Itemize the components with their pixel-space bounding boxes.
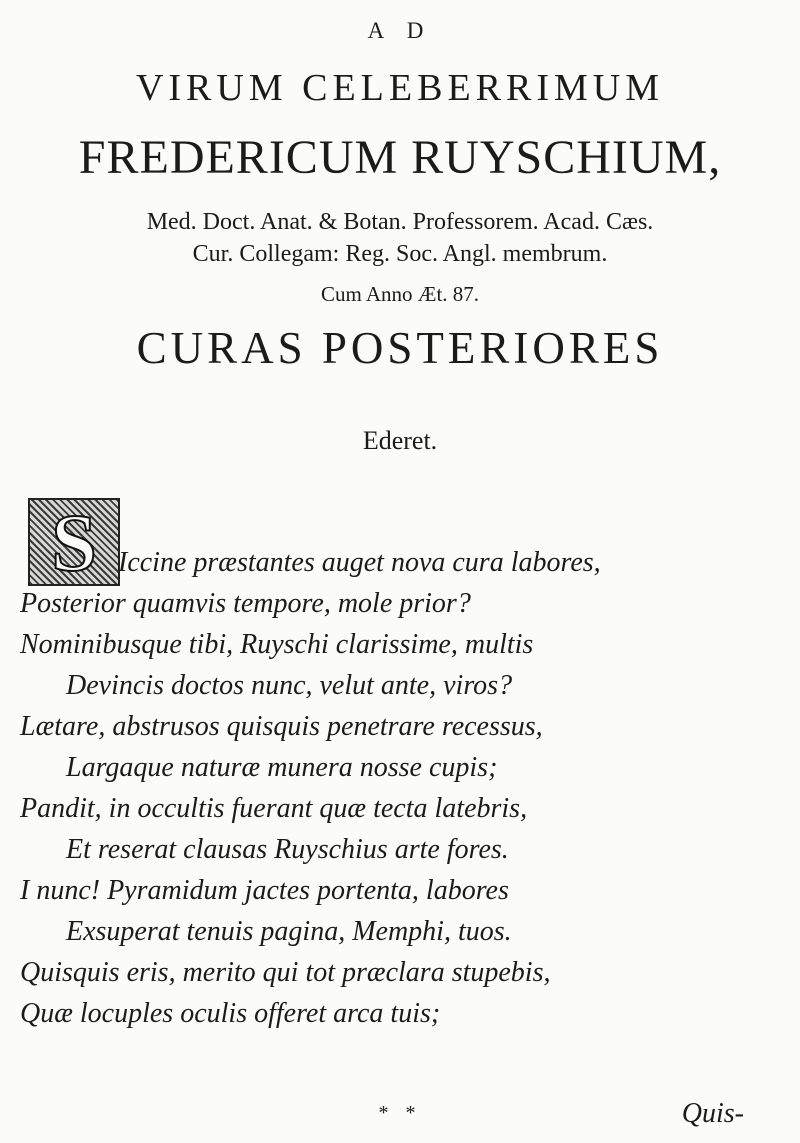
- heading-curas: CURAS POSTERIORES: [136, 323, 664, 373]
- heading-virum: VIRUM CELEBERRIMUM: [135, 67, 665, 109]
- poem-line: I nunc! Pyramidum jactes portenta, labores: [20, 875, 509, 906]
- heading-ad: A D: [367, 18, 433, 43]
- poem-line: Largaque naturæ munera nosse cupis;: [66, 752, 498, 783]
- poem: [20, 542, 790, 1034]
- heading-name: FREDERICUM RUYSCHIUM,: [78, 131, 722, 184]
- title-line-2: Cur. Collegam: Reg. Soc. Angl. membrum.: [192, 241, 608, 267]
- title-description: [0, 206, 800, 270]
- poem-line: Lætare, abstrusos quisquis penetrare recessus,: [20, 711, 543, 742]
- poem-line: Quisquis eris, merito qui tot præclara stupebis,: [20, 957, 551, 988]
- catchword: Quis-: [681, 1098, 744, 1129]
- poem-line: Devincis doctos nunc, velut ante, viros?: [66, 670, 513, 701]
- poem-line: Iccine præstantes auget nova cura labores,: [118, 547, 601, 578]
- poem-line: Et reserat clausas Ruyschius arte fores.: [66, 834, 509, 865]
- age-line: Cum Anno Æt. 87.: [320, 282, 480, 306]
- poem-line: Nominibusque tibi, Ruyschi clarissime, multis: [20, 629, 534, 660]
- poem-line: Exsuperat tenuis pagina, Memphi, tuos.: [66, 916, 512, 947]
- poem-line: Posterior quamvis tempore, mole prior?: [20, 588, 471, 619]
- poem-line: Pandit, in occultis fuerant quæ tecta latebris,: [20, 793, 528, 824]
- poem-line: Quæ locuples oculis offeret arca tuis;: [20, 998, 441, 1029]
- dropcap-letter: S: [51, 497, 97, 588]
- ederet-line: Ederet.: [362, 426, 438, 455]
- ornament-stars: * *: [378, 1102, 422, 1124]
- title-line-1: Med. Doct. Anat. & Botan. Professorem. Acad. Cæs.: [146, 209, 654, 235]
